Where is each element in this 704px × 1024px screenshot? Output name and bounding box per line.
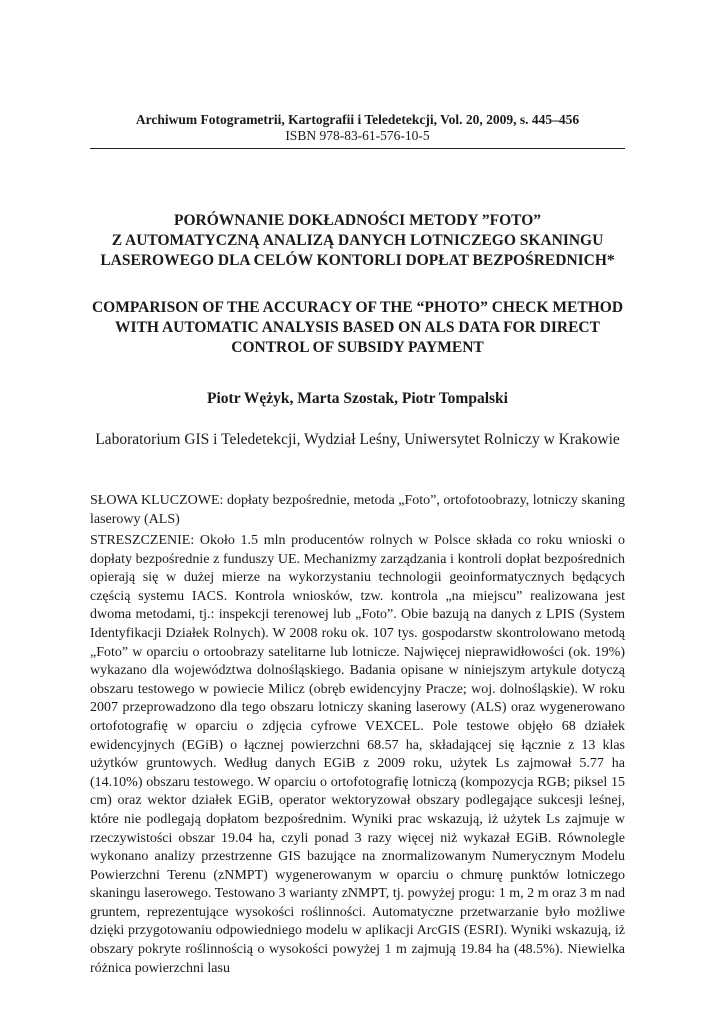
author-list: Piotr Wężyk, Marta Szostak, Piotr Tompalski: [207, 390, 508, 407]
title-english-line: WITH AUTOMATIC ANALYSIS BASED ON ALS DATA FOR DIRECT: [115, 319, 600, 336]
journal-citation: Archiwum Fotogrametrii, Kartografii i Teledetekcji, Vol. 20, 2009, s. 445–456: [135, 112, 580, 127]
keywords-paragraph: SŁOWA KLUCZOWE: dopłaty bezpośrednie, metoda „Foto”, ortofotoobrazy, lotniczy skaning laserowy (ALS): [90, 493, 625, 527]
title-polish-line: PORÓWNANIE DOKŁADNOŚCI METODY ”FOTO”: [173, 212, 541, 229]
running-header: [90, 112, 625, 144]
affiliation: Laboratorium GIS i Teledetekcji, Wydział Leśny, Uniwersytet Rolniczy w Krakowie: [95, 431, 620, 448]
title-english: [90, 298, 625, 358]
title-english-line: COMPARISON OF THE ACCURACY OF THE “PHOTO” CHECK METHOD: [91, 299, 624, 316]
title-polish-line: LASEROWEGO DLA CELÓW KONTORLI DOPŁAT BEZPOŚREDNICH*: [100, 252, 615, 269]
abstract-paragraph: STRESZCZENIE: Około 1.5 mln producentów rolnych w Polsce składa co roku wnioski o dopłaty bezpośrednie z funduszy UE. Mechanizmy zarządzania i kontroli dopłat bezpośrednich opierają się w dużej mierze na wykorzystaniu technologii geoinformatycznych będących częścią systemu IACS. Kontrola wniosków, tzw. kontrola „na miejscu” realizowana jest dwoma metodami, tj.: inspekcji terenowej lub „Foto”. Obie bazują na danych z LPIS (System Identyfikacji Działek Rolnych). W 2008 roku ok. 107 tys. gospodarstw skontrolowano metodą „Foto” w oparciu o ortoobrazy satelitarne lub lotnicze. Najwięcej nieprawidłowości (ok. 19%) wykazano dla województwa dolnośląskiego. Badania opisane w niniejszym artykule dotyczą obszaru testowego w powiecie Milicz (obręb ewidencyjny Pracze; woj. dolnośląskie). W roku 2007 przeprowadzono dla tego obszaru lotniczy skaning laserowy (ALS) oraz wygenerowano ortofotografię w oparciu o zdjęcia cyfrowe VEXCEL. Pole testowe objęło 68 działek ewidencyjnych (EGiB) o łącznej powierzchni 68.57 ha, składającej się łącznie z 13 klas użytków gruntowych. Według danych EGiB z 2009 roku, użytek Ls zajmował 5.77 ha (14.10%) obszaru testowego. W oparciu o ortofotografię lotniczą (kompozycja RGB; piksel 15 cm) oraz wektor działek EGiB, operator wektoryzował obszary podlegające sukcesji leśnej, które nie podlegają dopłatom bezpośrednim. Wyniki prac wskazują, iż użytek Ls zajmuje w rzeczywistości obszar 19.04 ha, czyli ponad 3 razy więcej niż wykazał EGiB. Równolegle wykonano analizy przestrzenne GIS bazujące na znormalizowanym Numerycznym Modelu Powierzchni Terenu (zNMPT) wygenerowanym w oparciu o chmurę punktów lotniczego skaningu laserowego. Testowano 3 warianty zNMPT, tj. powyżej progu: 1 m, 2 m oraz 3 m nad gruntem, reprezentujące wysokości roślinności. Automatyczne przetwarzanie było możliwe dzięki przygotowaniu odpowiedniego modelu w aplikacji ArcGIS (ESRI). Wyniki wskazują, iż obszary pokryte roślinnością o wysokości powyżej 1 m zajmują 19.84 ha (48.5%). Niewielka różnica powierzchni lasu: [90, 533, 625, 976]
header-divider: [90, 148, 625, 149]
title-polish: [90, 211, 625, 271]
title-polish-line: Z AUTOMATYCZNĄ ANALIZĄ DANYCH LOTNICZEGO SKANINGU: [111, 232, 604, 249]
title-english-line: CONTROL OF SUBSIDY PAYMENT: [231, 339, 484, 356]
isbn-line: ISBN 978-83-61-576-10-5: [285, 128, 430, 143]
